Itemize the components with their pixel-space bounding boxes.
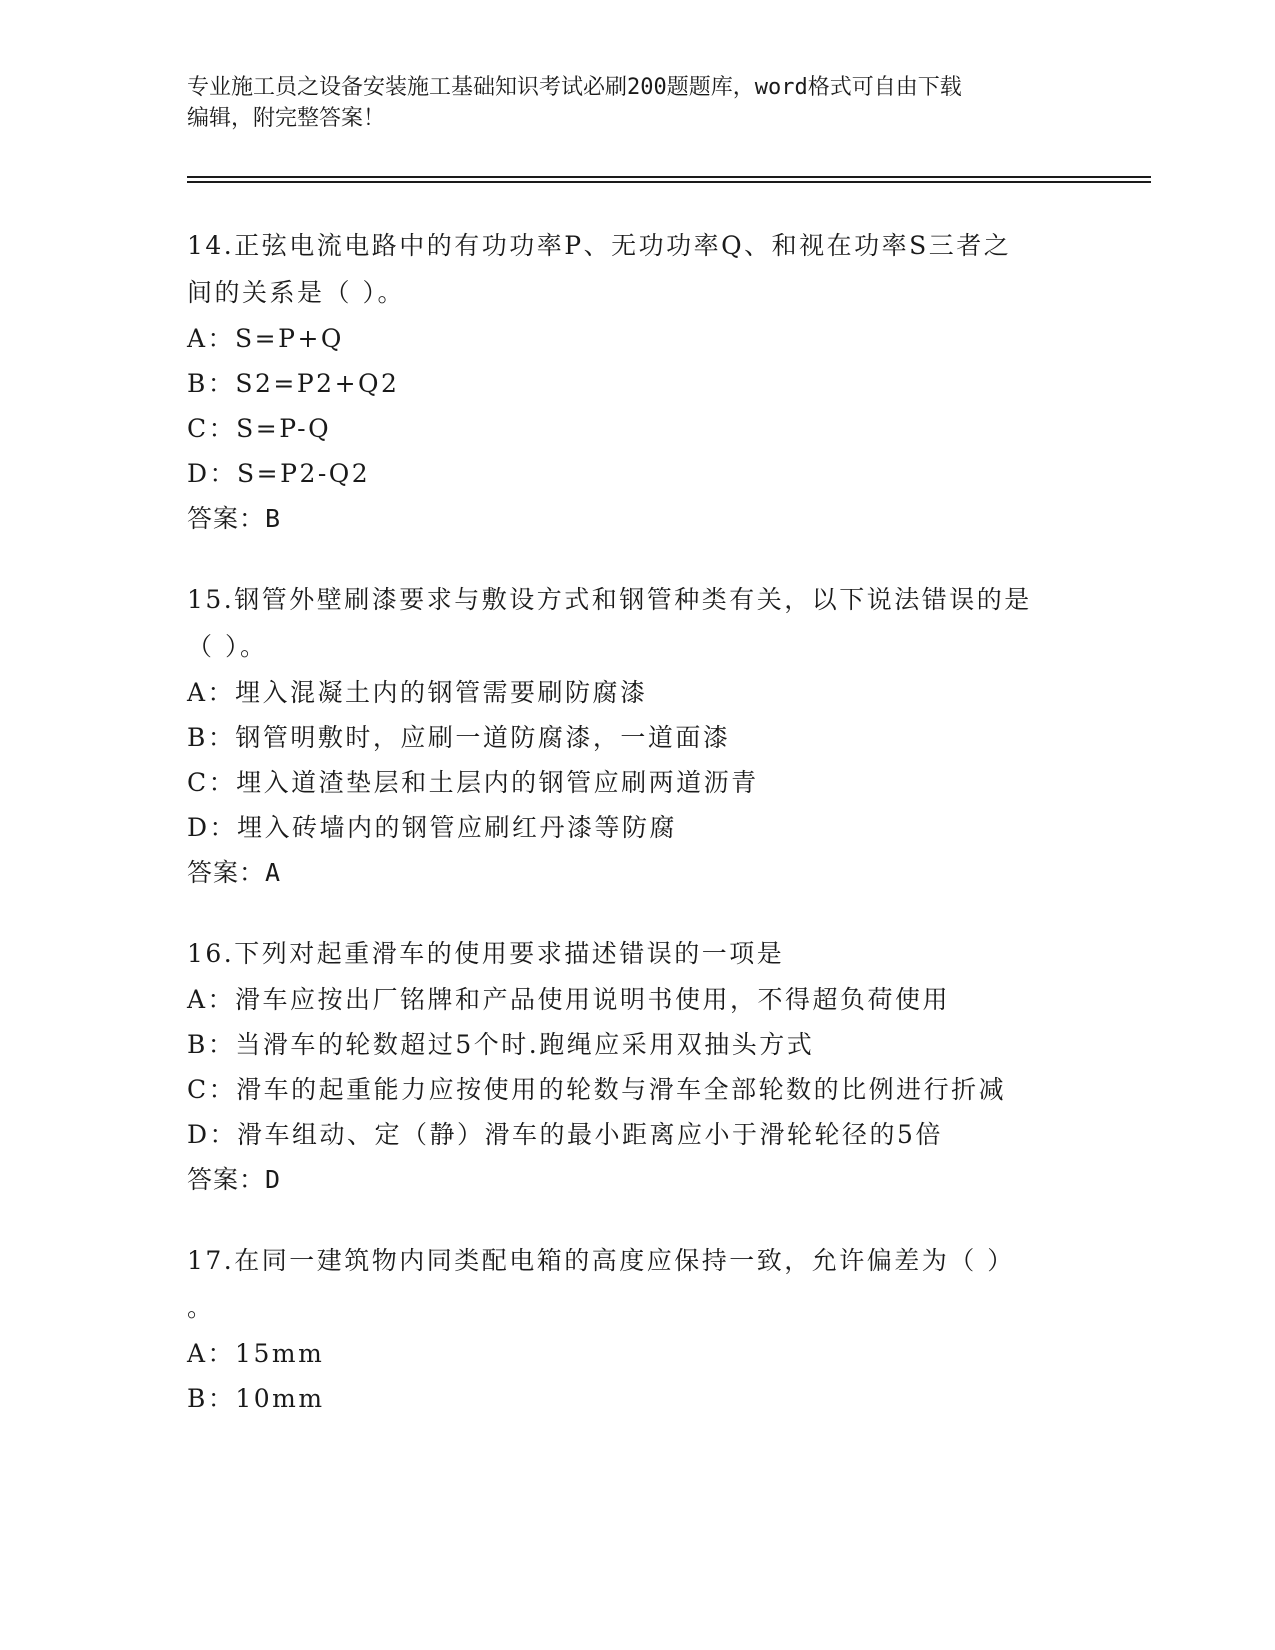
option-b: B：钢管明敷时，应刷一道防腐漆，一道面漆 — [187, 723, 731, 752]
answer-line: 答案：B — [187, 504, 282, 533]
question-stem-line: （ ）。 — [187, 632, 268, 661]
option-a: A：15mm — [187, 1339, 325, 1368]
header-line-1: 专业施工员之设备安装施工基础知识考试必刷200题题库，word格式可自由下载 — [187, 75, 962, 100]
option-d: D：埋入砖墙内的钢管应刷红丹漆等防腐 — [187, 813, 678, 842]
question-stem-line: 16.下列对起重滑车的使用要求描述错误的一项是 — [187, 939, 785, 968]
option-a: A：S=P+Q — [187, 324, 344, 353]
question-16 — [187, 930, 1087, 1202]
answer-line: 答案：A — [187, 858, 282, 887]
header-rule-top — [187, 176, 1151, 178]
option-d: D：滑车组动、定（静）滑车的最小距离应小于滑轮轮径的5倍 — [187, 1120, 943, 1149]
header-line-2: 编辑，附完整答案！ — [187, 106, 386, 131]
question-stem-line: 17.在同一建筑物内同类配电箱的高度应保持一致，允许偏差为（ ） — [187, 1246, 1015, 1275]
question-stem-line: 15.钢管外壁刷漆要求与敷设方式和钢管种类有关，以下说法错误的是 — [187, 585, 1032, 614]
option-d: D：S=P2-Q2 — [187, 459, 371, 488]
option-c: C：滑车的起重能力应按使用的轮数与滑车全部轮数的比例进行折减 — [187, 1075, 1007, 1104]
answer-line: 答案：D — [187, 1165, 282, 1194]
question-14 — [187, 222, 1087, 541]
question-stem-line: 14.正弦电流电路中的有功功率P、无功功率Q、和视在功率S三者之 — [187, 231, 1012, 260]
option-c: C：S=P-Q — [187, 414, 332, 443]
question-stem-line: 。 — [187, 1293, 215, 1322]
option-c: C：埋入道渣垫层和土层内的钢管应刷两道沥青 — [187, 768, 759, 797]
option-a: A：埋入混凝土内的钢管需要刷防腐漆 — [187, 678, 648, 707]
question-stem-line: 间的关系是（ ）。 — [187, 278, 405, 307]
option-b: B：当滑车的轮数超过5个时.跑绳应采用双抽头方式 — [187, 1030, 815, 1059]
option-b: B：10mm — [187, 1384, 325, 1413]
document-header — [187, 72, 1087, 134]
question-17 — [187, 1237, 1087, 1421]
option-b: B：S2=P2+Q2 — [187, 369, 400, 398]
question-15 — [187, 576, 1087, 895]
option-a: A：滑车应按出厂铭牌和产品使用说明书使用，不得超负荷使用 — [187, 985, 951, 1014]
header-rule-bottom — [187, 181, 1151, 183]
